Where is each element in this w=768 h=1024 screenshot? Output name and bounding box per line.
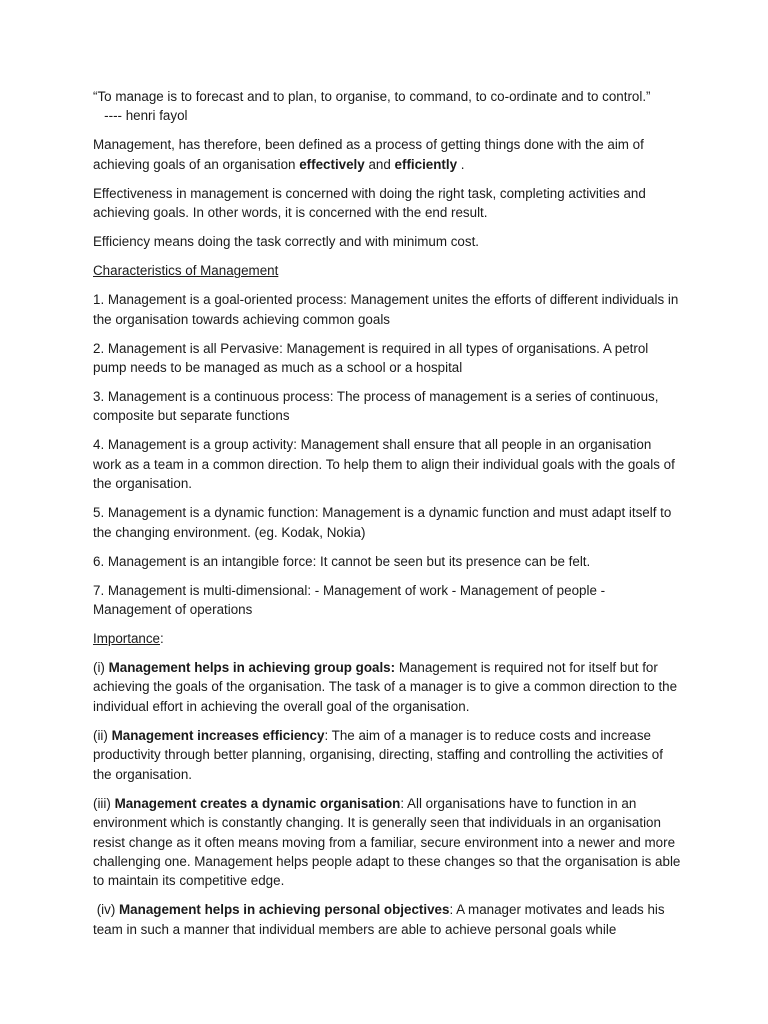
definition-end: . (457, 156, 465, 172)
importance-item (93, 726, 681, 784)
importance-prefix: (ii) (93, 727, 112, 743)
document-page (93, 87, 681, 949)
characteristic-item: 7. Management is multi-dimensional: - Management of work - Management of people - Management of operations (93, 582, 606, 618)
characteristic-item: 5. Management is a dynamic function: Management is a dynamic function and must adapt itself to the changing environment. (eg. Kodak, Nokia) (93, 505, 672, 540)
characteristic-item: 3. Management is a continuous process: The process of management is a series of continuous, composite but separate functions (93, 389, 659, 424)
characteristics-heading: Characteristics of Management (93, 263, 279, 279)
importance-prefix: (iv) (93, 902, 120, 918)
importance-text: Management is required not for itself but for achieving the goals of the organisation. The task of a manager is to give a common direction to the individual effort in achieving the overall goal of the organisation. (93, 660, 678, 714)
importance-text: : The aim of a manager is to reduce costs and increase productivity through better planning, organising, directing, staffing and controlling the activities of the organisation. (93, 727, 663, 782)
characteristic-item: 2. Management is all Pervasive: Management is required in all types of organisations. A petrol pump needs to be managed as much as a school or a hospital (93, 340, 649, 376)
definition-and: and (364, 156, 395, 172)
characteristic-item: 1. Management is a goal-oriented process: Management unites the efforts of different individuals in the organisation towards achieving common goals (93, 292, 679, 327)
management-definition (93, 135, 681, 174)
importance-prefix: (i) (93, 660, 109, 676)
importance-colon: : (160, 631, 164, 647)
quote-text: “To manage is to forecast and to plan, to organise, to command, to co-ordinate and to control.” (93, 89, 651, 104)
importance-prefix: (iii) (93, 795, 115, 811)
quote-separator: ---- (93, 108, 126, 124)
importance-text: : A manager motivates and leads his team in such a manner that individual members are able to achieve personal goals while (93, 902, 665, 937)
importance-heading-line (93, 629, 681, 648)
definition-text: Management, has therefore, been defined as a process of getting things done with the aim of achieving goals of an organisation (93, 137, 644, 172)
importance-item (93, 794, 681, 891)
characteristic-item: 6. Management is an intangible force: It cannot be seen but its presence can be felt. (93, 553, 591, 569)
effectiveness-paragraph: Effectiveness in management is concerned with doing the right task, completing activities and achieving goals. In other words, it is concerned with the end result. (93, 185, 646, 221)
fayol-quote (93, 87, 681, 126)
importance-item (93, 900, 681, 939)
quote-author: henri fayol (125, 108, 188, 124)
importance-heading: Importance (93, 631, 160, 647)
importance-text: : All organisations have to function in an environment which is constantly changing. It is generally seen that individuals in an organisation resist change as it often means moving from a familiar, secure environment into a newer and more challenging one. Management helps people adapt to these changes so that the organisation is able to maintain its competitive edge. (93, 795, 681, 889)
importance-bold: Management helps in achieving group goals: (108, 660, 396, 676)
importance-bold: Management helps in achieving personal objectives (119, 902, 450, 918)
importance-bold: Management creates a dynamic organisation (114, 795, 401, 811)
definition-bold-efficiently: efficiently (394, 156, 458, 172)
efficiency-paragraph: Efficiency means doing the task correctly and with minimum cost. (93, 234, 480, 250)
importance-bold: Management increases efficiency (111, 727, 325, 743)
definition-bold-effectively: effectively (299, 156, 365, 172)
characteristic-item: 4. Management is a group activity: Management shall ensure that all people in an organisation work as a team in a common direction. To help them to align their individual goals with the goals of the organisation. (93, 437, 675, 492)
importance-item (93, 658, 681, 716)
